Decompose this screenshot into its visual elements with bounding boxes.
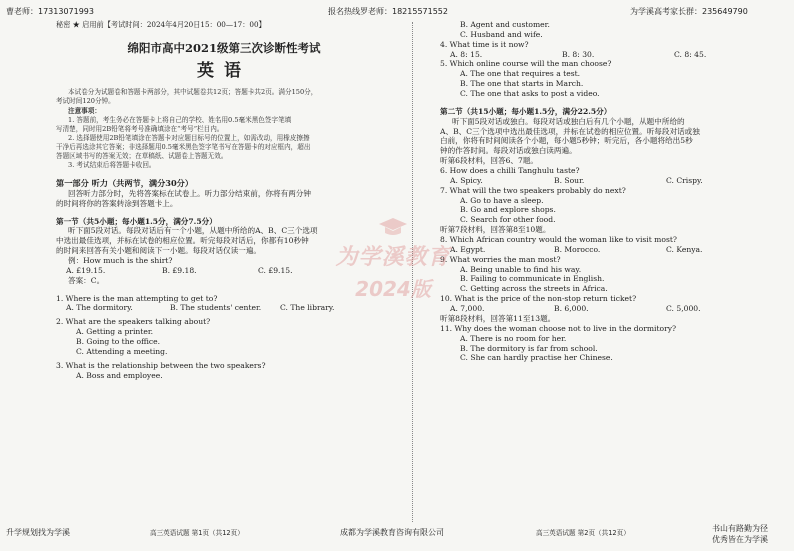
part1-desc-line: 的时间将你的答案转涂到答题卡上。 xyxy=(56,198,178,208)
example-options xyxy=(56,266,392,276)
question-2: 2. What are the speakers talking about? xyxy=(56,317,211,327)
question-7: 7. What will the two speakers probably do next? xyxy=(440,185,626,195)
left-column xyxy=(56,20,392,520)
question-4-options xyxy=(440,50,756,60)
option-a: A. Go to have a sleep. xyxy=(460,195,544,205)
option-b: B. Go and explore shops. xyxy=(460,205,556,215)
option-b: B. The students' center. xyxy=(170,303,262,313)
option-c: C. Kenya. xyxy=(666,244,703,254)
exam-title: 绵阳市高中2021级第三次诊断性考试 xyxy=(127,41,321,56)
question-6: 6. How does a chilli Tanghulu taste? xyxy=(440,166,580,176)
option-b: B. Morocco. xyxy=(554,244,601,254)
header-contact-left: 曹老师：17313071993 xyxy=(6,7,94,16)
watermark-year: 2024版 xyxy=(355,277,431,301)
question-8-options xyxy=(440,245,756,255)
option-b: B. The dormitory is far from school. xyxy=(460,343,598,353)
option-a: A. Getting a printer. xyxy=(76,327,154,337)
question-6-options xyxy=(440,176,756,186)
column-divider xyxy=(412,22,413,522)
example-answer: 答案：C。 xyxy=(68,275,105,285)
footer-slogan-right-2: 优秀皆在为学溪 xyxy=(712,535,768,544)
option-a: A. Egypt. xyxy=(450,244,486,254)
question-11: 11. Why does the woman choose not to live in the dormitory? xyxy=(440,323,677,333)
header-contact-center: 报名热线罗老师：18215571552 xyxy=(328,7,448,16)
option-c: C. She can hardly practise her Chinese. xyxy=(460,353,613,363)
company-name: 成都为学溪教育咨询有限公司 xyxy=(340,528,444,537)
option-b: B. 6,000. xyxy=(554,304,589,314)
instruction-line: 1. 答题前，考生务必在答题卡上将自己的学校、姓名用0.5毫米黑色签字笔填 xyxy=(68,115,292,124)
question-10: 10. What is the price of the non-stop return ticket? xyxy=(440,294,637,304)
option-b: B. 8: 30. xyxy=(562,49,595,59)
instruction-line: 答题区域书写的答案无效；在草稿纸、试题卷上答题无效。 xyxy=(56,152,228,161)
part1-desc-line: 回答听力部分时，先将答案标在试卷上。听力部分结束前，你将有两分钟 xyxy=(68,188,311,198)
footer-slogan-left: 升学规划找为学溪 xyxy=(6,528,70,537)
question-4: 4. What time is it now? xyxy=(440,39,529,49)
instruction-heading: 注意事项： xyxy=(68,106,101,115)
instruction-line: 2. 选择题使用2B铅笔填涂在答题卡对应题目标号的位置上，如需改动，用橡皮擦擦 xyxy=(68,133,310,142)
option-b: B. Sour. xyxy=(554,175,585,185)
section2-desc-line: A、B、C三个选项中选出最佳选项，并标在试卷的相应位置。听每段对话或独 xyxy=(440,126,700,136)
option-c: C. Attending a meeting. xyxy=(76,346,168,356)
option-a: A. Spicy. xyxy=(450,175,483,185)
option-c: C. Getting across the streets in Africa. xyxy=(460,284,608,294)
section2-desc-line: 听下面5段对话或独白。每段对话或独白后有几个小题，从题中所给的 xyxy=(452,116,685,126)
option-c: C. 8: 45. xyxy=(674,49,707,59)
instruction-line: 本试卷分为试题卷和答题卡两部分，其中试题卷共12页；答题卡共2页。满分150分， xyxy=(68,88,318,97)
option-a: A. Boss and employee. xyxy=(76,370,163,380)
right-column xyxy=(440,20,756,520)
option-a: A. Being unable to find his way. xyxy=(460,264,582,274)
question-3: 3. What is the relationship between the two speakers? xyxy=(56,360,266,370)
subject-title: 英语 xyxy=(197,61,251,82)
listening-instruction: 听第7段材料，回答第8至10题。 xyxy=(440,225,551,235)
instruction-line: 干净后再选涂其它答案；非选择题用0.5毫米黑色签字笔书写在答题卡的对应框内，超出 xyxy=(56,142,311,151)
option-b: B. Going to the office. xyxy=(76,337,161,347)
section2-desc-line: 钟的作答时间。每段对话或独白读两遍。 xyxy=(440,146,577,156)
option-a: A. There is no room for her. xyxy=(460,333,567,343)
question-10-options xyxy=(440,304,756,314)
option-a: A. 8: 15. xyxy=(450,49,483,59)
question-9: 9. What worries the man most? xyxy=(440,254,561,264)
option-a: A. The dormitory. xyxy=(66,303,133,313)
option-c: C. The library. xyxy=(280,303,335,313)
page-number-2: 高三英语试题 第2页（共12页） xyxy=(536,529,630,537)
page-number-1: 高三英语试题 第1页（共12页） xyxy=(150,529,244,537)
option-c: C. Husband and wife. xyxy=(460,29,543,39)
option-a: A. The one that requires a test. xyxy=(460,69,581,79)
question-1: 1. Where is the man attempting to get to? xyxy=(56,293,218,303)
section1-title: 第一节（共5小题；每小题1.5分，满分7.5分） xyxy=(56,216,217,226)
section1-desc-line: 听下面5段对话。每段对话后有一个小题，从题中所给的A、B、C三个选项 xyxy=(68,226,318,236)
question-1-options xyxy=(56,303,392,313)
option-a: A. 7,000. xyxy=(450,304,485,314)
exam-instructions xyxy=(56,88,392,170)
example-question: 例：How much is the shirt? xyxy=(68,256,173,266)
listening-instruction: 听第6段材料，回答6、7题。 xyxy=(440,156,539,166)
watermark-text: 为学溪教育 xyxy=(335,245,451,270)
question-5: 5. Which online course will the man choose? xyxy=(440,59,612,69)
confidential-notice: 秘密 ★ 启用前【考试时间：2024年4月20日15：00—17：00】 xyxy=(56,20,266,29)
option-c: C. The one that asks to post a video. xyxy=(460,89,600,99)
part1-title: 第一部分 听力（共两节，满分30分） xyxy=(56,178,194,189)
section2-title: 第二节（共15小题；每小题1.5分，满分22.5分） xyxy=(440,106,612,116)
footer-bar xyxy=(0,523,794,547)
header-contact-right: 为学溪高考家长群：235649790 xyxy=(630,7,748,16)
option-b: B. £9.18. xyxy=(162,265,197,275)
option-b: B. The one that starts in March. xyxy=(460,79,584,89)
header-bar xyxy=(0,6,794,18)
instruction-line: 3. 考试结束后将答题卡收回。 xyxy=(68,161,156,170)
option-b: B. Agent and customer. xyxy=(460,20,550,29)
option-c: C. Search for other food. xyxy=(460,215,556,225)
section2-desc-line: 白前，你将有时间阅读各个小题，每小题5秒钟；听完后，各小题将给出5秒 xyxy=(440,136,693,146)
listening-instruction: 听第8段材料，回答第11至13题。 xyxy=(440,313,556,323)
option-a: A. £19.15. xyxy=(66,265,106,275)
option-c: C. Crispy. xyxy=(666,175,703,185)
option-b: B. Failing to communicate in English. xyxy=(460,274,605,284)
option-c: C. 5,000. xyxy=(666,304,701,314)
section1-desc-line: 中选出最佳选项，并标在试卷的相应位置。听完每段对话后，你都有10秒钟 xyxy=(56,236,309,246)
option-c: C. £9.15. xyxy=(258,265,293,275)
question-8: 8. Which African country would the woman like to visit most? xyxy=(440,235,677,245)
instruction-line: 写清楚，同时用2B铅笔将考号准确填涂在“考号”栏目内。 xyxy=(56,124,224,133)
footer-slogan-right-1: 书山有路勤为径 xyxy=(712,524,768,533)
section1-desc-line: 的时间来回答有关小题和阅读下一小题。每段对话仅读一遍。 xyxy=(56,246,262,256)
instruction-line: 考试时间120分钟。 xyxy=(56,97,115,106)
